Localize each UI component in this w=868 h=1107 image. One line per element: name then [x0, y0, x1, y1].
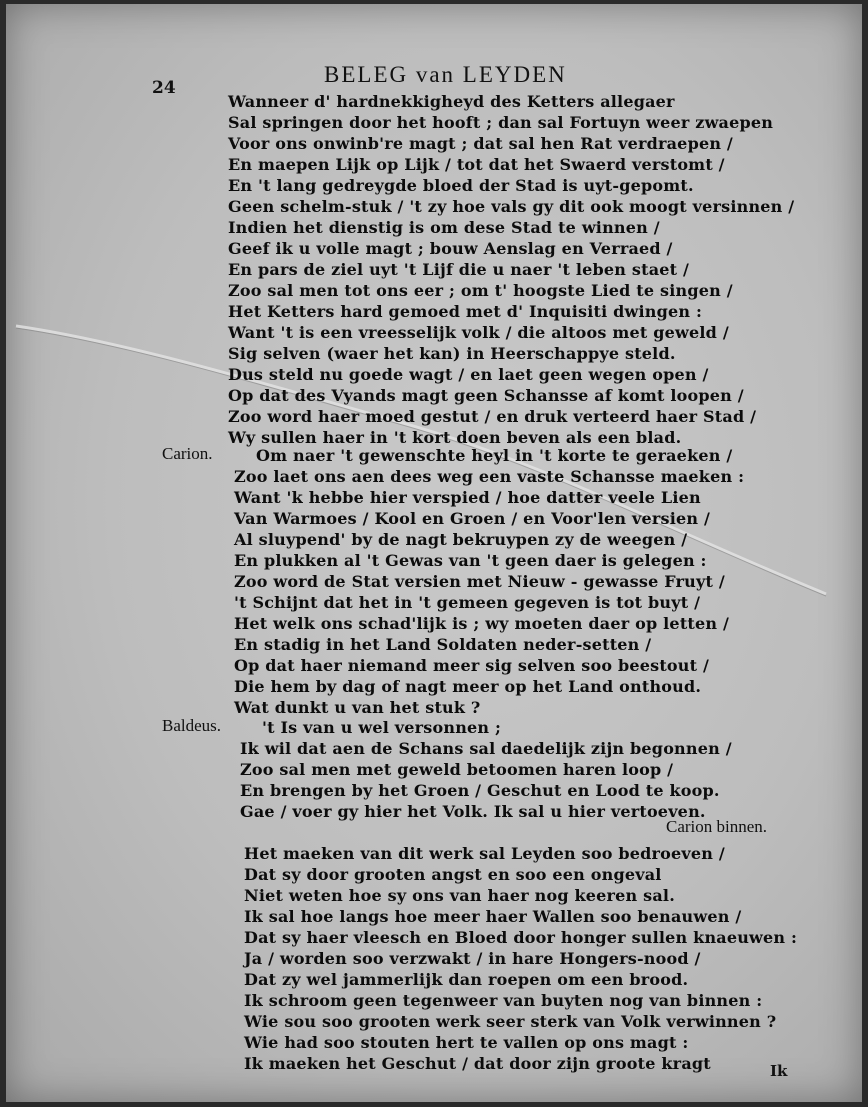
verse-line: Al sluypend' by de nagt bekruypen zy de weegen / — [234, 530, 688, 549]
verse-line: Geen schelm-stuk / 't zy hoe vals gy dit ook moogt versinnen / — [228, 197, 795, 216]
page-header — [6, 58, 862, 98]
verse-line: Zoo word haer moed gestut / en druk verteerd haer Stad / — [228, 407, 757, 426]
page-number: 24 — [152, 78, 176, 98]
verse-line: Dat sy haer vleesch en Bloed door honger sullen knaeuwen : — [244, 928, 798, 947]
verse-line: En 't lang gedreygde bloed der Stad is uyt-gepomt. — [228, 176, 694, 195]
verse-line: En stadig in het Land Soldaten neder-setten / — [234, 635, 652, 654]
verse-line: Dus steld nu goede wagt / en laet geen wegen open / — [228, 365, 709, 384]
verse-line: En maepen Lijk op Lijk / tot dat het Swaerd verstomt / — [228, 155, 725, 174]
verse-line: Ik maeken het Geschut / dat door zijn groote kragt — [244, 1054, 711, 1073]
verse-line: Het maeken van dit werk sal Leyden soo bedroeven / — [244, 844, 725, 863]
verse-line: Op dat haer niemand meer sig selven soo beestout / — [234, 656, 710, 675]
verse-line: En pars de ziel uyt 't Lijf die u naer 't leben staet / — [228, 260, 690, 279]
book-page — [6, 4, 862, 1102]
verse-line: Om naer 't gewenschte heyl in 't korte te geraeken / — [256, 446, 733, 465]
running-title: BELEG van LEYDEN — [324, 62, 567, 87]
verse-line: Niet weten hoe sy ons van haer nog keeren sal. — [244, 886, 675, 905]
stage-direction: Carion binnen. — [666, 817, 768, 836]
speaker-label: Baldeus. — [162, 716, 222, 735]
verse-line: Geef ik u volle magt ; bouw Aenslag en Verraed / — [228, 239, 673, 258]
verse-line: Ik sal hoe langs hoe meer haer Wallen soo benauwen / — [244, 907, 742, 926]
verse-line: Gae / voer gy hier het Volk. Ik sal u hier vertoeven. — [240, 802, 706, 821]
verse-line: Wie sou soo grooten werk seer sterk van Volk verwinnen ? — [244, 1012, 777, 1031]
verse-line: Het Ketters hard gemoed met d' Inquisiti dwingen : — [228, 302, 703, 321]
verse-line: Indien het dienstig is om dese Stad te winnen / — [228, 218, 660, 237]
verse-line: Ja / worden soo verzwakt / in hare Hongers-nood / — [244, 949, 701, 968]
verse-line: Wat dunkt u van het stuk ? — [234, 698, 481, 717]
verse-line: Dat zy wel jammerlijk dan roepen om een brood. — [244, 970, 689, 989]
verse-line: Zoo sal men tot ons eer ; om t' hoogste Lied te singen / — [228, 281, 733, 300]
verse-line: Zoo laet ons aen dees weg een vaste Schansse maeken : — [234, 467, 745, 486]
verse-line: Ik wil dat aen de Schans sal daedelijk zijn begonnen / — [240, 739, 732, 758]
verse-line: Van Warmoes / Kool en Groen / en Voor'len versien / — [234, 509, 711, 528]
verse-line: Want 't is een vreesselijk volk / die altoos met geweld / — [228, 323, 729, 342]
verse-line: Want 'k hebbe hier verspied / hoe datter veele Lien — [234, 488, 701, 507]
speaker-label: Carion. — [162, 444, 213, 463]
verse-line: En plukken al 't Gewas van 't geen daer is gelegen : — [234, 551, 707, 570]
verse-line: Op dat des Vyands magt geen Schansse af komt loopen / — [228, 386, 744, 405]
catchword: Ik — [770, 1062, 788, 1080]
verse-line: Dat sy door grooten angst en soo een ongeval — [244, 865, 662, 884]
verse-line: Zoo word de Stat versien met Nieuw - gewasse Fruyt / — [234, 572, 725, 591]
verse-line: Die hem by dag of nagt meer op het Land onthoud. — [234, 677, 702, 696]
verse-line: En brengen by het Groen / Geschut en Lood te koop. — [240, 781, 720, 800]
verse-line: Voor ons onwinb're magt ; dat sal hen Rat verdraepen / — [228, 134, 733, 153]
verse-line: Het welk ons schad'lijk is ; wy moeten daer op letten / — [234, 614, 730, 633]
verse-line: Zoo sal men met geweld betoomen haren loop / — [240, 760, 674, 779]
verse-line: 't Schijnt dat het in 't gemeen gegeven is tot buyt / — [234, 593, 701, 612]
verse-line: 't Is van u wel versonnen ; — [262, 718, 502, 737]
verse-line: Ik schroom geen tegenweer van buyten nog van binnen : — [244, 991, 763, 1010]
verse-line: Wanneer d' hardnekkigheyd des Ketters allegaer — [228, 92, 675, 111]
verse-line: Wie had soo stouten hert te vallen op ons magt : — [244, 1033, 689, 1052]
verse-line: Sig selven (waer het kan) in Heerschappye steld. — [228, 344, 676, 363]
verse-line: Wy sullen haer in 't kort doen beven als een blad. — [228, 428, 682, 447]
verse-line: Sal springen door het hooft ; dan sal Fortuyn weer zwaepen — [228, 113, 774, 132]
